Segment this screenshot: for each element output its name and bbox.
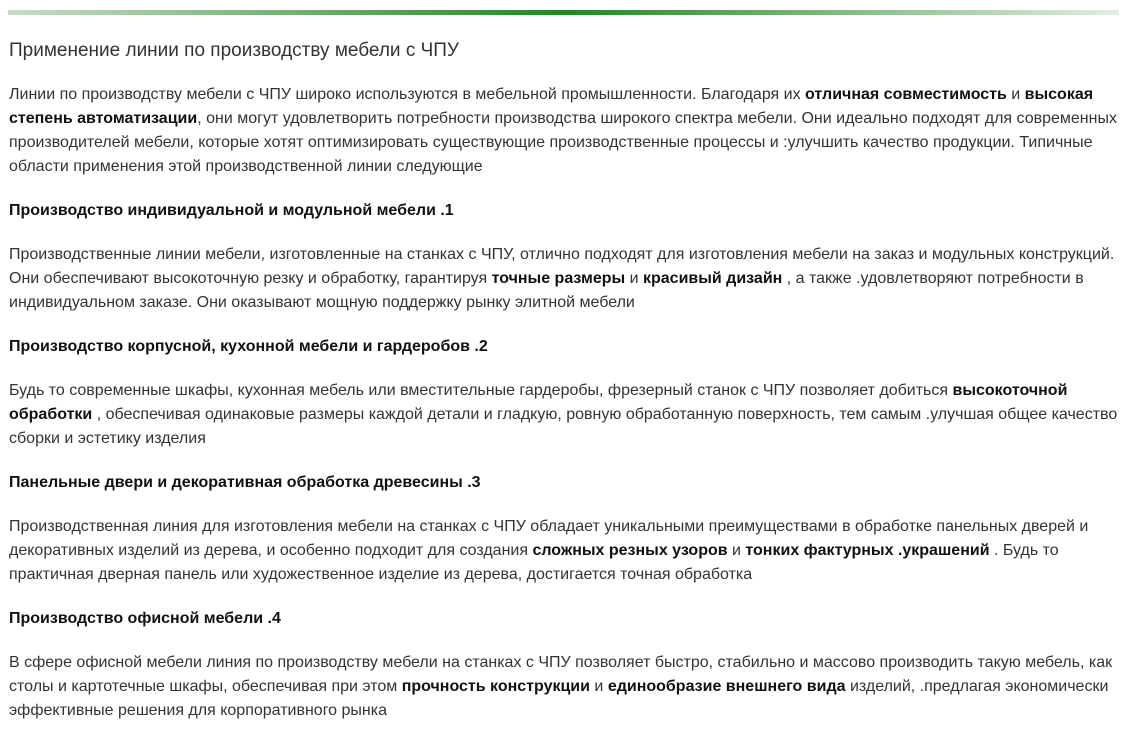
section-1-bold-2: красивый дизайн — [642, 270, 783, 287]
intro-bold-2: высокая степень автоматизации — [9, 86, 1094, 127]
section-1-text-2: и — [625, 270, 643, 287]
section-4-text-2: и — [589, 678, 608, 695]
section-3-text-3: . Будь то практичная дверная панель или художественное изделие из дерева, достигается точная обработка — [9, 542, 1059, 583]
section-4-bold-1: прочность конструкции — [401, 678, 590, 695]
section-1-heading: Производство индивидуальной и модульной мебели .1 — [9, 202, 454, 219]
section-3-bold-1: сложных резных узоров — [532, 542, 728, 559]
top-accent-bar — [8, 10, 1119, 15]
section-1-text-3: , а также .удовлетворяют потребности в индивидуальном заказе. Они оказывают мощную поддержку рынку элитной мебели — [9, 270, 1084, 311]
section-4-paragraph — [9, 651, 1119, 723]
section-3-text-2: и — [727, 542, 746, 559]
section-3-paragraph — [9, 515, 1119, 587]
section-4-text-1: В сфере офисной мебели линия по производству мебели на станках с ЧПУ позволяет быстро, стабильно и массово производить такую мебель, как столы и картотечные шкафы, обеспечивая при этом — [9, 654, 1113, 695]
intro-text-2: и — [1006, 86, 1025, 103]
section-2-text-2: , обеспечивая одинаковые размеры каждой детали и гладкую, ровную обработанную поверхность, тем самым .улучшая общее качество сборки и эстетику изделия — [9, 406, 1118, 447]
section-3-text-1: Производственная линия для изготовления мебели на станках с ЧПУ обладает уникальными преимуществами в обработке панельных дверей и декоративных изделий из дерева, и особенно подходит для создания — [9, 518, 1089, 559]
section-1-paragraph — [9, 243, 1119, 315]
section-3-bold-2: тонких фактурных .украшений — [745, 542, 990, 559]
section-4-text-3: изделий, .предлагая экономически эффективные решения для корпоративного рынка — [9, 678, 1109, 719]
section-4-bold-2: единообразие внешнего вида — [607, 678, 846, 695]
intro-text-3: , они могут удовлетворить потребности производства широкого спектра мебели. Они идеально подходят для современных производителей мебели, которые хотят оптимизировать существующие производственные процессы и :улучшить качество продукции. Типичные области применения этой производственной линии следующие — [9, 110, 1117, 175]
section-2-text-1: Будь то современные шкафы, кухонная мебель или вместительные гардеробы, фрезерный станок с ЧПУ позволяет добиться — [9, 382, 953, 399]
section-4-heading: Производство офисной мебели .4 — [9, 610, 281, 627]
section-2-paragraph — [9, 379, 1119, 451]
section-2-bold-1: высокоточной обработки — [9, 382, 1068, 423]
section-1-bold-1: точные размеры — [491, 270, 626, 287]
intro-text-1: Линии по производству мебели с ЧПУ широко используются в мебельной промышленности. Благодаря их — [9, 86, 806, 103]
page-title: Применение линии по производству мебели с ЧПУ — [9, 40, 459, 61]
section-1-text-1: Производственные линии мебели, изготовленные на станках с ЧПУ, отлично подходят для изготовления мебели на заказ и модульных конструкций. Они обеспечивают высокоточную резку и обработку, гарантируя — [9, 246, 1115, 287]
intro-bold-1: отличная совместимость — [805, 86, 1007, 103]
intro-paragraph — [9, 83, 1119, 179]
section-3-heading: Панельные двери и декоративная обработка древесины .3 — [9, 474, 481, 491]
article — [9, 38, 1119, 743]
section-2-heading: Производство корпусной, кухонной мебели и гардеробов .2 — [9, 338, 488, 355]
